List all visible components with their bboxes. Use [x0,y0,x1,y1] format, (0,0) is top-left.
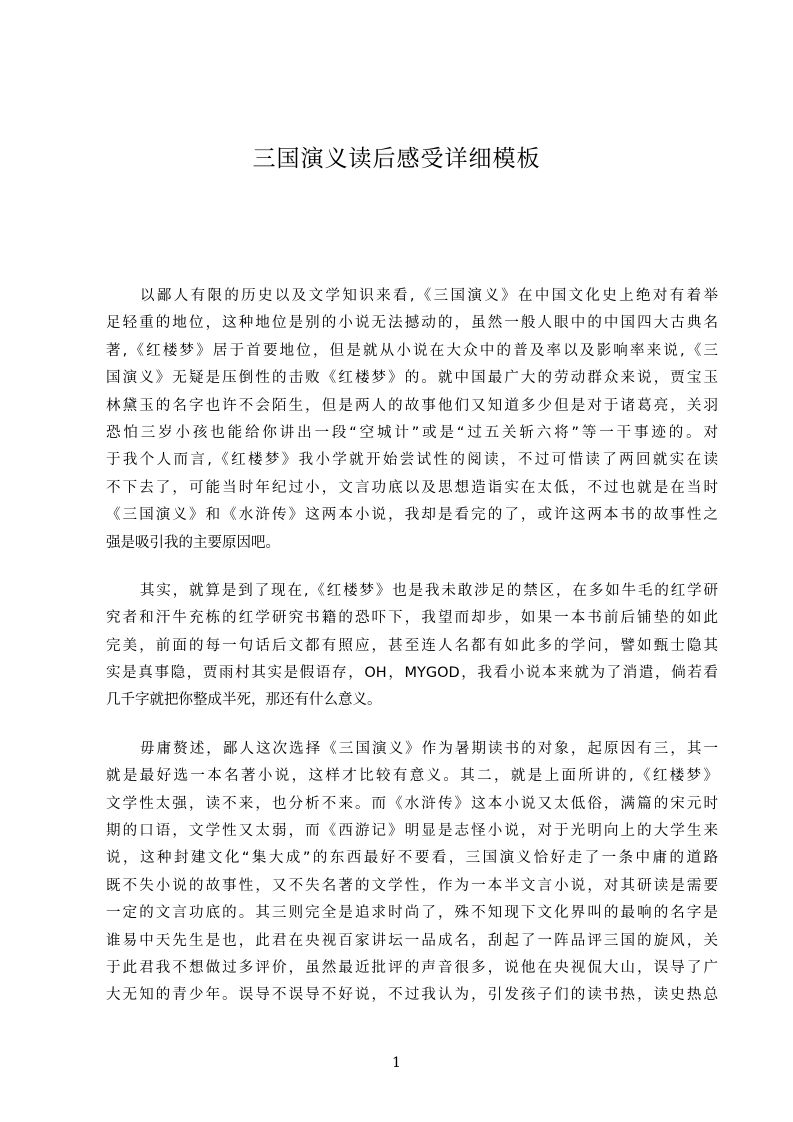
document-body [106,283,718,1031]
text-line: 足轻重的地位，这种地位是别的小说无法撼动的，虽然一般人眼中的中国四大古典名 [106,315,718,332]
text-line: 期的口语，文学性又太弱，而《西游记》明显是志怪小说，对于光明向上的大学生来 [106,823,718,840]
paragraph-2 [106,578,718,715]
paragraph-3 [106,736,718,1010]
text-line: 毋庸赘述，鄙人这次选择《三国演义》作为暑期读书的对象，起原因有三，其一 [140,740,718,757]
text-line: 实是真事隐，贾雨村其实是假语存，OH，MYGOD，我看小说本来就为了消遣，倘若看 [106,665,718,682]
text-line: 不下去了，可能当时年纪过小，文言功底以及思想造诣实在太低，不过也就是在当时 [106,479,718,496]
text-line: 国演义》无疑是压倒性的击败《红楼梦》的。就中国最广大的劳动群众来说，贾宝玉 [106,370,718,387]
text-line: 著,《红楼梦》居于首要地位，但是就从小说在大众中的普及率以及影响率来说,《三 [106,342,718,359]
text-line: 大无知的青少年。误导不误导不好说，不过我认为，引发孩子们的读书热，读史热总 [106,987,718,1004]
text-line: 强是吸引我的主要原因吧。 [106,534,280,551]
text-line: 既不失小说的故事性，又不失名著的文学性，作为一本半文言小说，对其研读是需要 [106,877,718,894]
paragraph-1 [106,283,718,557]
text-line: 于我个人而言,《红楼梦》我小学就开始尝试性的阅读，不过可惜读了两回就实在读 [106,452,718,469]
text-line: 《三国演义》和《水浒传》这两本小说，我却是看完的了，或许这两本书的故事性之 [106,507,718,524]
text-line: 于此君我不想做过多评价，虽然最近批评的声音很多，说他在央视侃大山，误导了广 [106,959,718,976]
text-line: 就是最好选一本名著小说，这样才比较有意义。其二，就是上面所讲的,《红楼梦》 [106,768,718,785]
document-title: 三国演义读后感受详细模板 [252,146,541,172]
text-line: 完美，前面的每一句话后文都有照应，甚至连人名都有如此多的学问，譬如甄士隐其 [106,637,718,654]
text-line: 几千字就把你整成半死，那还有什么意义。 [106,692,382,709]
text-line: 谁易中天先生是也，此君在央视百家讲坛一品成名，刮起了一阵品评三国的旋风，关 [106,932,718,949]
text-line: 说，这种封建文化“集大成”的东西最好不要看，三国演义恰好走了一条中庸的道路 [106,850,718,867]
text-line: 一定的文言功底的。其三则完全是追求时尚了，殊不知现下文化界叫的最响的名字是 [106,905,718,922]
text-line: 林黛玉的名字也许不会陌生，但是两人的故事他们又知道多少但是对于诸葛亮，关羽 [106,397,718,414]
text-line: 其实，就算是到了现在,《红楼梦》也是我未敢涉足的禁区，在多如牛毛的红学研 [140,582,718,599]
text-line: 究者和汗牛充栋的红学研究书籍的恐吓下，我望而却步，如果一本书前后铺垫的如此 [106,610,718,627]
page-number: 1 [392,1055,401,1071]
text-line: 文学性太强，读不来，也分析不来。而《水浒传》这本小说又太低俗，满篇的宋元时 [106,795,718,812]
text-line: 恐怕三岁小孩也能给你讲出一段“空城计”或是“过五关斩六将”等一干事迹的。对 [106,424,718,441]
text-line: 以鄙人有限的历史以及文学知识来看,《三国演义》在中国文化史上绝对有着举 [140,288,718,304]
